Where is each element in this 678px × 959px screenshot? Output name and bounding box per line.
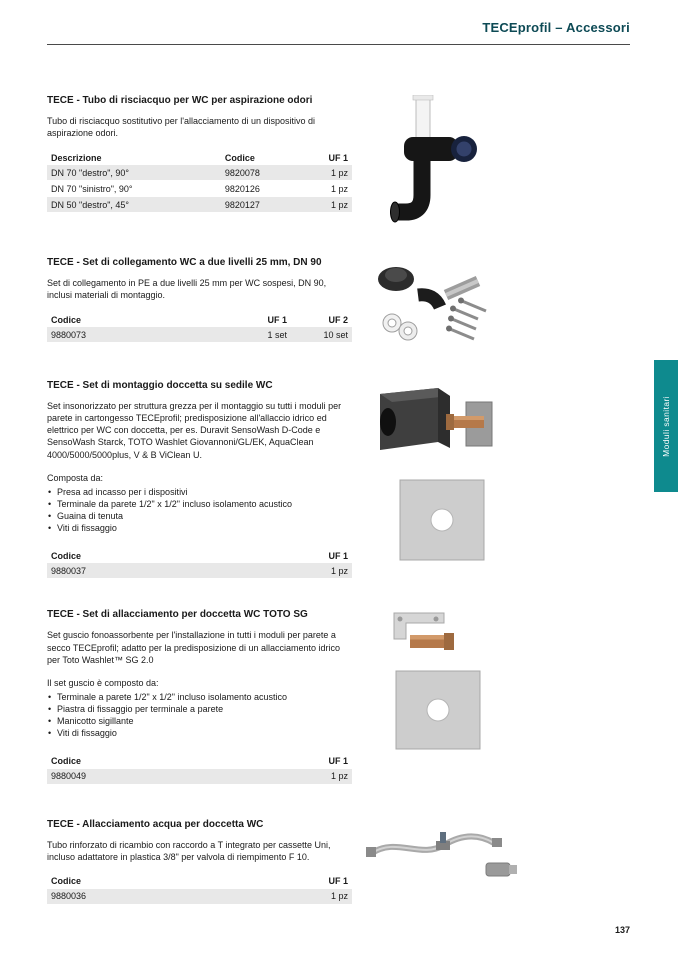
list-item: • Terminale a parete 1/2" x 1/2" incluso isolamento acustico [47,691,352,703]
table-cell: 1 pz [330,199,348,210]
component-list [47,691,352,740]
table-header-cell: Descrizione [51,152,102,163]
table-header-cell: UF 1 [328,550,348,561]
list-item: • Viti di fissaggio [47,522,352,534]
page-title: TECEprofil – Accessori [482,20,630,35]
table-header-cell: Codice [51,876,82,887]
table-cell: 9880049 [51,771,87,782]
table-cell: 10 set [323,329,348,340]
table-cell: DN 70 "destro", 90° [51,167,130,178]
product-image-column [352,819,630,889]
list-item: • Piastra di fissaggio per terminale a parete [47,703,352,715]
product-description: Set guscio fonoassorbente per l'installazione in tutti i moduli per parete a secco TECEprofil; adatto per la predisposizione di un allacciamento idrico per Toto Washlet™ SG 2.0 [47,630,340,665]
side-tab-label: Moduli sanitari [661,395,671,457]
table-header-row [47,874,352,889]
product-section [47,95,630,235]
list-item: • Viti di fissaggio [47,727,352,739]
table-header-row [47,754,352,769]
product-description: Tubo di risciacquo sostitutivo per l'allacciamento di un dispositivo di aspirazione odori. [47,116,316,139]
product-title: TECE - Set di montaggio doccetta su sedile WC [47,380,273,391]
product-description: Set insonorizzato per struttura grezza per il montaggio su tutti i moduli per parete in cartongesso TECEprofil; predisposizione all'allaccio idrico ed elettrico per WC con doccetta, per es. Duravit SensoWash D-Code e SensoWash Starck, TOTO Washlet Giovannoni/GL/EK, AquaClean 4000/5000/5000plus, V & B ViClean U. [47,401,342,460]
table-cell: 1 pz [330,565,348,576]
list-item: • Guaina di tenuta [47,510,352,522]
table-header-cell: Codice [224,152,255,163]
component-list-intro: Il set guscio è composto da: [47,677,159,688]
product-image-column [352,257,630,352]
table-row [47,769,352,785]
table-cell: 1 pz [330,771,348,782]
table-cell: 9880036 [51,891,87,902]
table-header-cell: Codice [51,314,82,325]
component-list [47,486,352,535]
product-image-water-hose [366,819,521,889]
product-title: TECE - Tubo di risciacquo per WC per aspirazione odori [47,95,313,106]
table-row [47,165,352,181]
product-image-column [352,95,630,235]
product-section [47,380,630,579]
product-text-column [47,819,352,905]
product-image-flush-pipe [366,95,481,235]
table-cell: 1 pz [330,891,348,902]
table-cell: 9820078 [224,167,260,178]
table-row [47,327,352,343]
table-cell: 1 pz [330,167,348,178]
list-item: • Manicotto sigillante [47,715,352,727]
product-text-column [47,95,352,213]
side-tab-moduli-sanitari [654,360,678,492]
product-text-column [47,380,352,579]
table-cell: 1 pz [330,183,348,194]
table-cell: 1 set [267,329,287,340]
list-item: • Presa ad incasso per i dispositivi [47,486,352,498]
table-cell: 9880037 [51,565,87,576]
page-number: 137 [614,925,630,935]
spec-table [47,312,352,343]
product-image-mounting-set [366,380,506,570]
table-header-cell: UF 1 [328,756,348,767]
spec-table [47,548,352,579]
page-header [47,0,630,45]
table-row [47,197,352,213]
product-section [47,609,630,784]
product-image-toto-set [366,609,506,759]
table-row [47,563,352,579]
spec-table [47,150,352,213]
table-row [47,889,352,905]
product-title: TECE - Allacciamento acqua per doccetta WC [47,818,264,830]
table-row [47,181,352,197]
product-section [47,257,630,352]
product-title: TECE - Set di collegamento WC a due livelli 25 mm, DN 90 [47,257,322,268]
table-cell: DN 70 "sinistro", 90° [51,183,133,194]
table-cell: DN 50 "destro", 45° [51,199,130,210]
table-header-row [47,548,352,563]
table-header-cell: UF 1 [328,876,348,887]
product-description: Tubo rinforzato di ricambio con raccordo a T integrato per cassette Uni, incluso adattatore in plastica 3/8" per valvola di riempimento F 10. [47,839,331,862]
table-header-row [47,150,352,165]
table-header-cell: Codice [51,550,82,561]
table-header-cell: Codice [51,756,82,767]
table-cell: 9820127 [224,199,260,210]
product-section [47,819,630,905]
list-item: • Terminale da parete 1/2" x 1/2" incluso isolamento acustico [47,498,352,510]
table-header-cell: UF 2 [328,314,348,325]
product-text-column [47,609,352,784]
product-image-column [352,609,630,759]
table-header-row [47,312,352,327]
table-header-cell: UF 1 [328,152,348,163]
table-header-cell: UF 1 [267,314,287,325]
spec-table [47,754,352,785]
product-text-column [47,257,352,343]
header-divider [47,44,630,45]
table-cell: 9880073 [51,329,87,340]
product-image-connection-set [366,257,496,352]
table-cell: 9820126 [224,183,260,194]
component-list-intro: Composta da: [47,472,104,483]
product-description: Set di collegamento in PE a due livelli 25 mm per WC sospesi, DN 90, inclusi materiali di montaggio. [47,278,327,301]
spec-table [47,874,352,905]
product-title: TECE - Set di allacciamento per doccetta WC TOTO SG [47,609,308,621]
product-image-column [352,380,630,570]
